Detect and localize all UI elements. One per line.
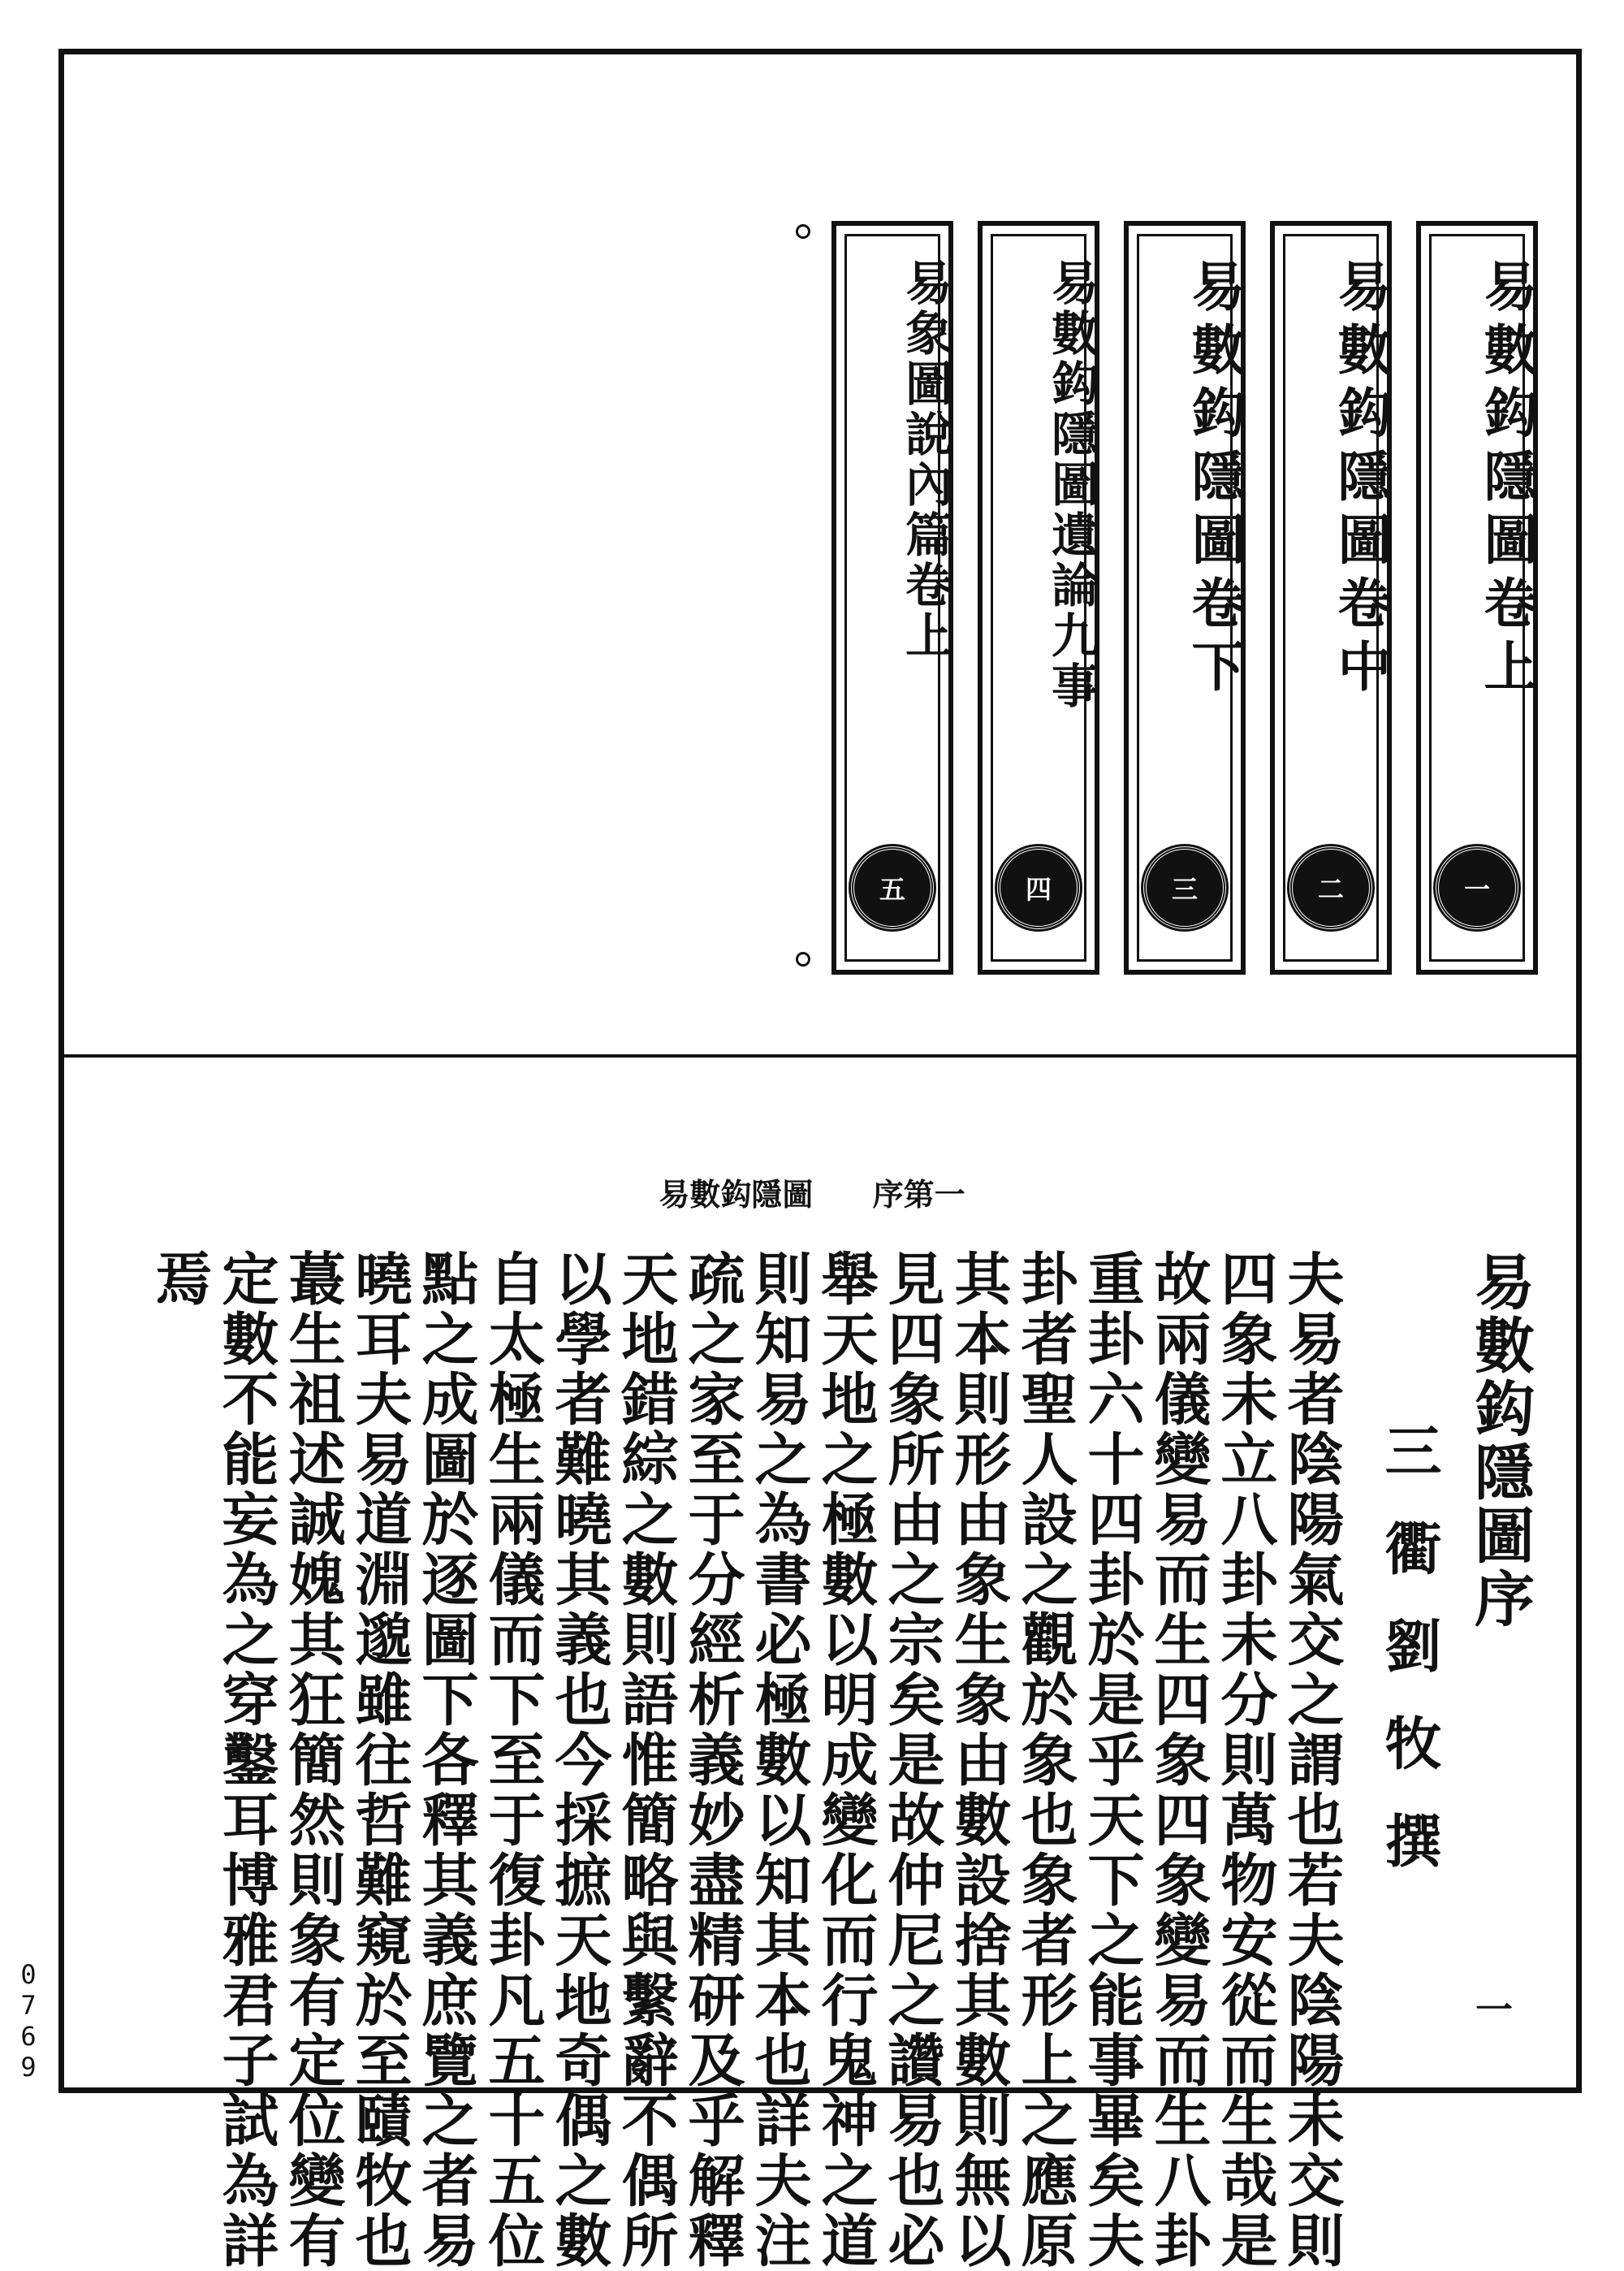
text-column: 以學者難曉其義也今採摭天地奇偶之數 [546, 1249, 613, 2271]
binding-ring-bottom [796, 952, 810, 967]
text-column: 夫易者陰陽氣交之謂也若夫陰陽未交則 [1278, 1249, 1345, 2271]
running-header [0, 1170, 1624, 1214]
text-column: 四象未立八卦未分則萬物安從而生哉是 [1212, 1249, 1279, 2271]
volume-seal: 三 [1143, 846, 1226, 929]
text-column: 則知易之為書必極數以知其本也詳夫注 [745, 1249, 813, 2271]
volume-seal: 五 [851, 846, 934, 929]
page-mark: 一 [1470, 1990, 1514, 2027]
preface-author: 三衢劉牧撰 [1376, 1421, 1443, 1909]
volume-title: 易數鈎隱圖卷中 [1328, 258, 1392, 702]
text-column: 疏之家至于分經析義妙盡精研及乎解釋 [679, 1249, 746, 2271]
text-column: 焉 [146, 1249, 214, 1309]
text-column: 重卦六十四卦於是乎天下之能事畢矣夫 [1078, 1249, 1146, 2271]
volume-slip [831, 221, 953, 975]
text-column: 自太極生兩儀而下至于復卦凡五十五位 [479, 1249, 546, 2271]
text-column: 曉耳夫易道淵邈雖往哲難窺於至賾牧也 [346, 1249, 413, 2271]
margin-digit: 6 [20, 2021, 37, 2052]
volume-seal: 一 [1436, 846, 1518, 929]
text-column: 點之成圖於逐圖下各釋其義庶覽之者易 [412, 1249, 480, 2271]
binding-ring-top [796, 224, 810, 239]
volume-slip [1270, 221, 1392, 975]
volume-slip [1124, 221, 1246, 975]
margin-digit: 7 [20, 1990, 37, 2021]
preface-title: 易數鈎隱圖序 [1465, 1251, 1535, 1631]
volume-title: 易象圖說內篇卷上 [897, 258, 952, 661]
text-column: 故兩儀變易而生四象四象變易而生八卦 [1145, 1249, 1212, 2271]
margin-digit: 0 [20, 1959, 37, 1990]
text-column: 舉天地之極數以明成變化而行鬼神之道 [812, 1249, 879, 2271]
text-column: 定數不能妄為之穿鑿耳博雅君子試為詳 [213, 1249, 280, 2271]
header-book-title: 易數鈎隱圖 [659, 1176, 814, 1213]
text-column: 卦者聖人設之觀於象也象者形上之應原 [1012, 1249, 1079, 2271]
text-column: 見四象所由之宗矣是故仲尼之讚易也必 [879, 1249, 946, 2271]
section-divider [58, 1054, 1582, 1058]
volume-title: 易數鈎隱圖卷下 [1182, 258, 1246, 702]
text-column: 蕞生祖述誠媿其狂簡然則象有定位變有 [279, 1249, 347, 2271]
header-section: 序第一 [872, 1176, 965, 1213]
volume-seal: 二 [1289, 846, 1372, 929]
text-column: 天地錯綜之數則語惟簡略與繫辭不偶所 [612, 1249, 680, 2271]
volume-slip [1416, 221, 1538, 975]
volume-title: 易數鈎隱圖遺論九事 [1043, 258, 1099, 712]
margin-digit: 9 [20, 2052, 37, 2083]
margin-page-number [18, 1959, 39, 2083]
volume-seal: 四 [997, 846, 1080, 929]
text-column: 其本則形由象生象由數設捨其數則無以 [945, 1249, 1013, 2271]
volume-slip [978, 221, 1099, 975]
volume-title: 易數鈎隱圖卷上 [1475, 258, 1538, 702]
